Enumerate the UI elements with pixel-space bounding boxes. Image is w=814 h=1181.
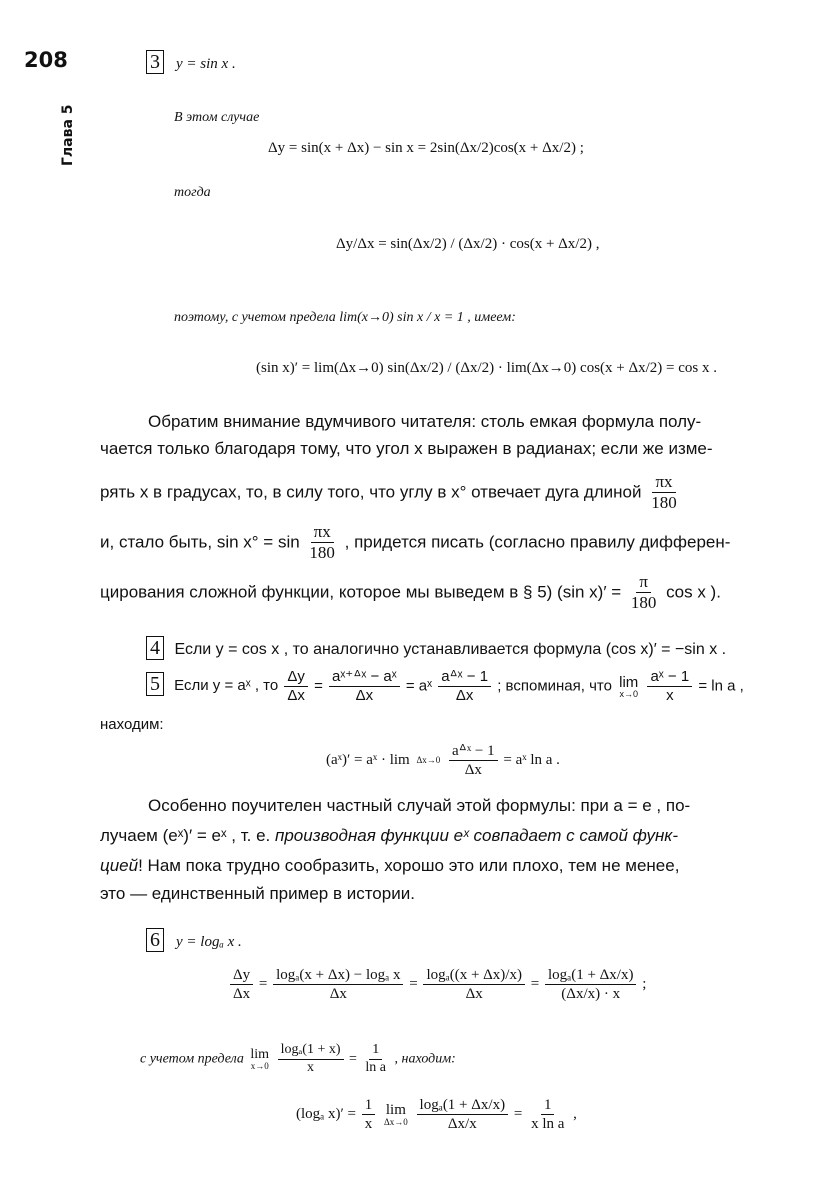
paragraph-1-line-3 <box>100 472 682 514</box>
fraction-numerator: logₐ(1 + Δx/x) <box>545 966 637 985</box>
fraction-numerator: Δy <box>284 668 308 687</box>
item-5-text-c: = ln a , <box>698 677 744 695</box>
item-6-formula-2 <box>296 1096 577 1133</box>
limit-operator: lim x→0 <box>619 673 639 699</box>
paragraph-1-line-1: Обратим внимание вдумчивого читателя: столь емкая формула полу- <box>148 412 702 431</box>
line-3-text: рять x в градусах, то, в силу того, что углу в x° отвечает дуга длиной <box>100 482 642 502</box>
limit-operator <box>416 756 440 765</box>
line-4-text-b: , придется писать (согласно правилу дифферен- <box>344 532 731 552</box>
fraction-numerator: 1 <box>369 1042 382 1060</box>
item-6-formula-1 <box>228 966 646 1003</box>
paragraph-1-line-2: чается только благодаря тому, что угол x выражен в радианах; если же изме- <box>100 439 713 458</box>
item-3-heading <box>146 50 236 74</box>
fraction-one-over-x-ln-a <box>528 1096 567 1133</box>
item-5-found: находим: <box>100 716 164 733</box>
limit-subscript: Δx→0 <box>384 1116 408 1127</box>
fraction-dy-dx <box>230 966 253 1003</box>
fraction-numerator: πx <box>311 522 334 543</box>
item-3-intro: В этом случае <box>174 110 260 125</box>
equals-sign: = <box>349 1051 357 1067</box>
equals-sign: = <box>314 677 323 695</box>
fraction-one-over-ln-a <box>362 1042 389 1077</box>
item-number-box: 3 <box>146 50 164 74</box>
fraction-numerator: Δy <box>230 966 253 985</box>
item-3-limit-note: поэтому, с учетом предела lim(x→0) sin x / x = 1 , имеем: <box>174 310 516 325</box>
fraction-numerator: aᐞˣ − 1 <box>438 668 491 687</box>
fraction-pi-180 <box>628 572 660 614</box>
line-4-text-a: и, стало быть, sin x° = sin <box>100 532 300 552</box>
item-number-box: 4 <box>146 636 164 660</box>
limit-subscript: x→0 <box>250 1060 269 1071</box>
limit-subscript: x→0 <box>619 688 638 699</box>
fraction-denominator: (Δx/x) · x <box>561 986 621 1002</box>
fraction-denominator: Δx <box>464 762 482 778</box>
fraction-dy-dx <box>284 668 308 705</box>
fraction-denominator: Δx <box>455 687 474 704</box>
fraction-denominator: Δx/x <box>447 1116 477 1132</box>
equals-sign: = <box>258 975 268 992</box>
fraction-numerator: aᐞˣ − 1 <box>449 742 498 761</box>
item-5-text-a: Если y = aˣ , то <box>174 677 279 695</box>
fraction-numerator: 1 <box>362 1096 376 1115</box>
fraction-a-dx <box>449 742 498 779</box>
fraction-a-x <box>647 668 692 705</box>
item-5 <box>146 668 744 705</box>
item-4 <box>146 636 726 660</box>
item-3-formula-2 <box>336 236 599 253</box>
item-6-limit-note <box>140 1042 456 1077</box>
equals-a-x: = aˣ <box>405 677 433 695</box>
paragraph-2-line-3 <box>100 856 679 876</box>
fraction-denominator: 180 <box>309 543 335 563</box>
fraction-difference <box>329 668 400 705</box>
formula-end: , <box>573 1105 577 1122</box>
page-number: 208 <box>24 48 68 72</box>
note-text-a: с учетом предела <box>140 1051 244 1067</box>
fraction-log-over-dx-x <box>417 1096 509 1133</box>
fraction-log-ratio <box>423 966 525 1003</box>
chapter-label: Глава 5 <box>60 104 76 166</box>
fraction-log-final <box>545 966 637 1003</box>
fraction-denominator: x <box>364 1116 373 1132</box>
fraction-numerator: aˣ − 1 <box>647 668 692 687</box>
fraction-numerator: π <box>636 572 651 593</box>
fraction-numerator: logₐ(1 + Δx/x) <box>417 1096 509 1115</box>
fraction-denominator: Δx <box>329 986 347 1002</box>
equals-sign: = <box>530 975 540 992</box>
equals-sign: = <box>513 1105 523 1122</box>
item-6-function: y = logₐ x . <box>176 934 242 950</box>
fraction-pi-x-180 <box>648 472 680 514</box>
fraction-denominator: x <box>307 1059 315 1075</box>
limit-operator: lim Δx→0 <box>384 1101 408 1127</box>
fraction-numerator: πx <box>652 472 675 493</box>
line-5-text-a: цирования сложной функции, которое мы выведем в § 5) (sin x)′ = <box>100 582 622 602</box>
fraction-denominator: Δx <box>465 986 483 1002</box>
item-3-then: тогда <box>174 185 211 200</box>
paragraph-2-line-4: это — единственный пример в истории. <box>100 884 415 903</box>
formula-2-left: Δy/Δx <box>336 236 375 252</box>
formula-left: (logₐ x)′ = <box>296 1105 356 1122</box>
fraction-a-dx <box>438 668 491 705</box>
item-3-function: y = sin x . <box>176 56 236 72</box>
paragraph-1-line-5 <box>100 572 721 614</box>
item-4-text: Если y = cos x , то аналогично устанавливается формула (cos x)′ = −sin x . <box>174 641 727 658</box>
fraction-log-difference <box>273 966 403 1003</box>
paragraph-2-line-2 <box>100 826 678 846</box>
fraction-denominator: 180 <box>630 593 657 613</box>
line-3-text: ! Нам пока трудно сообразить, хорошо это или плохо, тем не менее, <box>138 856 680 875</box>
fraction-denominator: x ln a <box>531 1116 565 1132</box>
line-2-italic: производная функции eˣ совпадает с самой функ- <box>274 826 678 845</box>
fraction-denominator: Δx <box>355 687 374 704</box>
item-3-formula-1: Δy = sin(x + Δx) − sin x = 2sin(Δx/2)cos(x + Δx/2) ; <box>268 140 584 156</box>
line-5-text-b: cos x ). <box>666 582 721 602</box>
fraction-numerator: 1 <box>541 1096 555 1115</box>
formula-2-right: = sin(Δx/2) / (Δx/2) · cos(x + Δx/2) , <box>378 236 600 252</box>
item-number-box: 6 <box>146 928 164 952</box>
item-6-heading <box>146 928 242 952</box>
fraction-log-limit <box>278 1042 344 1077</box>
note-text-b: , находим: <box>394 1051 456 1067</box>
fraction-numerator: logₐ((x + Δx)/x) <box>423 966 525 985</box>
item-5-formula <box>326 742 560 779</box>
formula-left: (aˣ)′ = aˣ · lim <box>326 751 410 768</box>
fraction-numerator: aˣ⁺ᐞˣ − aˣ <box>329 668 400 687</box>
paragraph-1-line-4 <box>100 522 730 564</box>
fraction-denominator: x <box>666 687 674 704</box>
item-5-text-b: ; вспоминая, что <box>497 677 612 695</box>
fraction-numerator: logₐ(x + Δx) − logₐ x <box>273 966 403 985</box>
line-2-text: лучаем (eˣ)′ = eˣ , т. е. <box>100 826 275 845</box>
fraction-numerator: logₐ(1 + x) <box>278 1042 344 1060</box>
limit-operator: lim x→0 <box>250 1046 270 1071</box>
item-3-formula-3: (sin x)′ = lim(Δx→0) sin(Δx/2) / (Δx/2) · lim(Δx→0) cos(x + Δx/2) = cos x . <box>256 360 718 376</box>
fraction-pi-x-180 <box>306 522 338 564</box>
formula-end: ; <box>642 975 647 992</box>
fraction-denominator: ln a <box>365 1059 387 1075</box>
fraction-denominator: Δx <box>287 687 305 704</box>
line-3-italic: цией <box>100 856 139 875</box>
item-number-box: 5 <box>146 672 164 696</box>
fraction-denominator: Δx <box>233 986 251 1002</box>
fraction-denominator: 180 <box>651 493 677 513</box>
paragraph-2-line-1: Особенно поучителен частный случай этой формулы: при a = e , по- <box>148 796 691 815</box>
fraction-one-over-x <box>362 1096 376 1133</box>
formula-right: = aˣ ln a . <box>503 751 560 768</box>
equals-sign: = <box>409 975 418 992</box>
limit-subscript: Δx→0 <box>416 755 441 765</box>
